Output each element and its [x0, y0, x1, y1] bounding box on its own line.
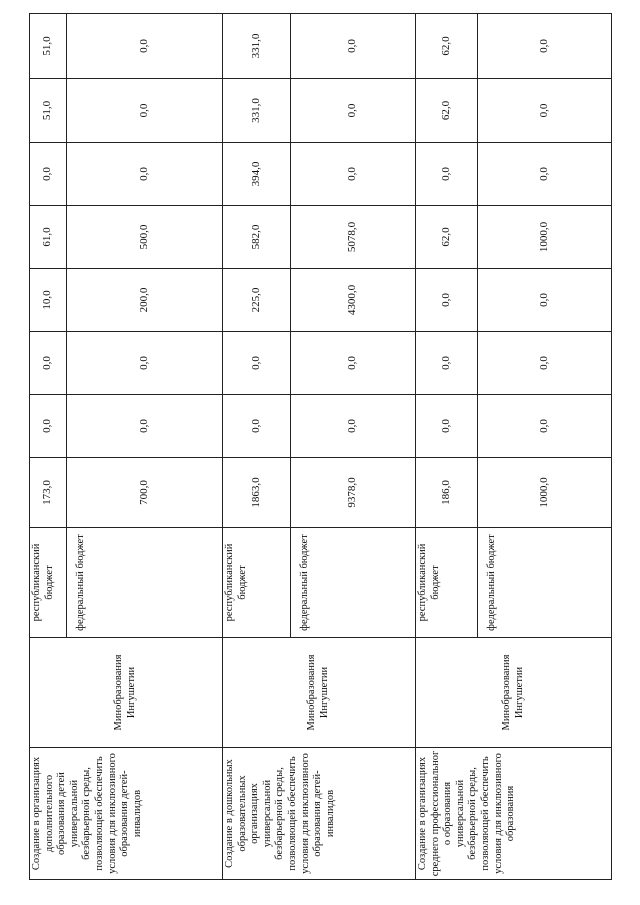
republican-value-1: 1863,0: [223, 458, 291, 528]
federal-value-6: 0,0: [478, 143, 612, 206]
federal-value-8: 0,0: [478, 14, 612, 79]
republican-value-6: 394,0: [223, 143, 291, 206]
federal-value-3: 0,0: [291, 332, 416, 395]
measure-description: Создание в организациях среднего профессиональног о образования универсальной безбарьерной среды, позволяющей обеспечить условия для инклюзивного образования: [416, 748, 612, 880]
responsible-executor: Минобразования Ингушетии: [30, 638, 223, 748]
budget-table: [29, 13, 612, 880]
federal-value-8: 0,0: [67, 14, 223, 79]
federal-value-6: 0,0: [291, 143, 416, 206]
responsible-executor: Минобразования Ингушетии: [416, 638, 612, 748]
table-row: [30, 14, 67, 880]
federal-value-7: 0,0: [478, 79, 612, 143]
republican-value-3: 0,0: [416, 332, 478, 395]
federal-value-4: 4300,0: [291, 269, 416, 332]
republican-value-1: 173,0: [30, 458, 67, 528]
federal-value-5: 1000,0: [478, 206, 612, 269]
measure-description: Создание в дошкольных образовательных организациях универсальной безбарьерной среды, позволяющей обеспечить условия для инклюзивного образования детей-инвалидов: [223, 748, 416, 880]
republican-value-4: 10,0: [30, 269, 67, 332]
federal-value-4: 200,0: [67, 269, 223, 332]
republican-value-8: 51,0: [30, 14, 67, 79]
table-row: [416, 14, 478, 880]
republican-value-6: 0,0: [416, 143, 478, 206]
federal-value-1: 1000,0: [478, 458, 612, 528]
funding-source-republican: республиканский бюджет: [30, 528, 67, 638]
funding-source-republican: республиканский бюджет: [416, 528, 478, 638]
funding-source-republican: республиканский бюджет: [223, 528, 291, 638]
measure-description: Создание в организациях дополнительного образования детей универсальной безбарьерной среды, позволяющей обеспечить условия для инклюзивного образования детей-инвалидов: [30, 748, 223, 880]
federal-value-7: 0,0: [67, 79, 223, 143]
federal-value-3: 0,0: [67, 332, 223, 395]
republican-value-4: 0,0: [416, 269, 478, 332]
republican-value-2: 0,0: [223, 395, 291, 458]
funding-source-federal: федеральный бюджет: [478, 528, 612, 638]
federal-value-5: 5078,0: [291, 206, 416, 269]
table-row: [223, 14, 291, 880]
federal-value-2: 0,0: [291, 395, 416, 458]
federal-value-1: 700,0: [67, 458, 223, 528]
republican-value-2: 0,0: [30, 395, 67, 458]
republican-value-5: 61,0: [30, 206, 67, 269]
federal-value-3: 0,0: [478, 332, 612, 395]
federal-value-7: 0,0: [291, 79, 416, 143]
republican-value-5: 62,0: [416, 206, 478, 269]
responsible-executor: Минобразования Ингушетии: [223, 638, 416, 748]
republican-value-6: 0,0: [30, 143, 67, 206]
republican-value-1: 186,0: [416, 458, 478, 528]
republican-value-4: 225,0: [223, 269, 291, 332]
republican-value-7: 51,0: [30, 79, 67, 143]
republican-value-8: 331,0: [223, 14, 291, 79]
federal-value-2: 0,0: [67, 395, 223, 458]
federal-value-1: 9378,0: [291, 458, 416, 528]
federal-value-4: 0,0: [478, 269, 612, 332]
federal-value-5: 500,0: [67, 206, 223, 269]
rotated-table-wrapper: [29, 14, 611, 880]
table-body: [30, 14, 612, 880]
republican-value-5: 582,0: [223, 206, 291, 269]
republican-value-8: 62,0: [416, 14, 478, 79]
republican-value-3: 0,0: [30, 332, 67, 395]
republican-value-7: 62,0: [416, 79, 478, 143]
republican-value-3: 0,0: [223, 332, 291, 395]
federal-value-8: 0,0: [291, 14, 416, 79]
funding-source-federal: федеральный бюджет: [291, 528, 416, 638]
republican-value-7: 331,0: [223, 79, 291, 143]
republican-value-2: 0,0: [416, 395, 478, 458]
funding-source-federal: федеральный бюджет: [67, 528, 223, 638]
federal-value-2: 0,0: [478, 395, 612, 458]
federal-value-6: 0,0: [67, 143, 223, 206]
